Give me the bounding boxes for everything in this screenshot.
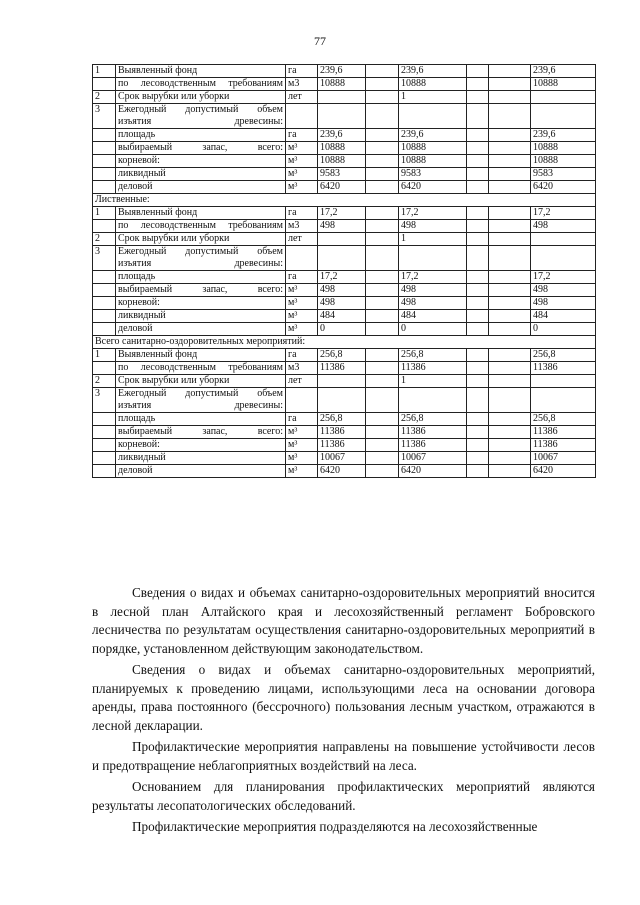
value-cell: 11386 (399, 426, 467, 439)
value-cell (366, 129, 399, 142)
table-row (93, 439, 596, 452)
value-cell (366, 297, 399, 310)
indicator-cell: Выявленный фонд (116, 207, 286, 220)
value-cell: 11386 (531, 426, 596, 439)
table-row (93, 426, 596, 439)
value-cell: 17,2 (531, 207, 596, 220)
table-row (93, 271, 596, 284)
value-cell (467, 323, 489, 336)
value-cell (489, 246, 531, 271)
table-row (93, 233, 596, 246)
row-number-cell (93, 297, 116, 310)
row-number-cell (93, 413, 116, 426)
value-cell: 239,6 (318, 129, 366, 142)
unit-cell: м³ (286, 142, 318, 155)
indicator-cell: по лесоводственным требованиям (116, 362, 286, 375)
value-cell (366, 104, 399, 129)
unit-cell: м³ (286, 323, 318, 336)
value-cell (467, 362, 489, 375)
value-cell (467, 246, 489, 271)
value-cell (366, 388, 399, 413)
value-cell: 498 (318, 297, 366, 310)
unit-cell: га (286, 349, 318, 362)
indicator-cell: корневой: (116, 155, 286, 168)
value-cell (489, 439, 531, 452)
value-cell: 484 (531, 310, 596, 323)
value-cell (489, 388, 531, 413)
row-number-cell (93, 323, 116, 336)
table-row (93, 297, 596, 310)
value-cell: 1 (399, 233, 467, 246)
value-cell (467, 181, 489, 194)
value-cell: 498 (399, 284, 467, 297)
indicator-cell: выбираемый запас, всего: (116, 284, 286, 297)
table-row (93, 78, 596, 91)
value-cell (366, 91, 399, 104)
value-cell (467, 375, 489, 388)
value-cell (366, 207, 399, 220)
value-cell (489, 155, 531, 168)
value-cell (531, 246, 596, 271)
value-cell: 239,6 (318, 65, 366, 78)
value-cell (531, 375, 596, 388)
value-cell (366, 155, 399, 168)
row-number-cell (93, 168, 116, 181)
value-cell: 10888 (318, 142, 366, 155)
value-cell: 10067 (318, 452, 366, 465)
row-number-cell (93, 426, 116, 439)
row-number-cell (93, 220, 116, 233)
value-cell (318, 91, 366, 104)
table-row (93, 323, 596, 336)
page-number: 77 (314, 34, 326, 48)
value-cell (467, 426, 489, 439)
table-row (93, 246, 596, 271)
indicator-cell: корневой: (116, 297, 286, 310)
value-cell: 11386 (399, 439, 467, 452)
value-cell: 10888 (318, 78, 366, 91)
value-cell (489, 220, 531, 233)
table-row (93, 104, 596, 129)
value-cell: 256,8 (318, 413, 366, 426)
table-row (93, 413, 596, 426)
unit-cell: лет (286, 375, 318, 388)
value-cell (489, 104, 531, 129)
value-cell (366, 168, 399, 181)
value-cell: 6420 (318, 181, 366, 194)
value-cell: 498 (399, 297, 467, 310)
value-cell: 256,8 (399, 349, 467, 362)
table-row (93, 388, 596, 413)
indicator-cell: Срок вырубки или уборки (116, 91, 286, 104)
unit-cell: м³ (286, 181, 318, 194)
table-row (93, 349, 596, 362)
value-cell (467, 220, 489, 233)
table-row (93, 91, 596, 104)
value-cell (366, 310, 399, 323)
body-text (92, 584, 595, 840)
value-cell (467, 284, 489, 297)
value-cell: 17,2 (318, 207, 366, 220)
unit-cell: га (286, 207, 318, 220)
row-number-cell (93, 284, 116, 297)
unit-cell: м³ (286, 426, 318, 439)
unit-cell: лет (286, 233, 318, 246)
value-cell: 498 (531, 220, 596, 233)
value-cell: 1 (399, 375, 467, 388)
value-cell (467, 129, 489, 142)
value-cell: 17,2 (531, 271, 596, 284)
row-number-cell: 3 (93, 104, 116, 129)
value-cell (489, 271, 531, 284)
table-row (93, 168, 596, 181)
value-cell (366, 142, 399, 155)
value-cell (489, 375, 531, 388)
value-cell: 9583 (399, 168, 467, 181)
value-cell (489, 310, 531, 323)
value-cell (318, 388, 366, 413)
value-cell (399, 388, 467, 413)
table-row (93, 207, 596, 220)
value-cell: 10067 (531, 452, 596, 465)
value-cell (531, 388, 596, 413)
value-cell (366, 181, 399, 194)
value-cell (399, 246, 467, 271)
paragraph: Сведения о видах и объемах санитарно-оздоровительных мероприятий, планируемых к проведению лицами, использующими леса на основании договора аренды, права постоянного (бессрочного) пользования лесным участком, отражаются в лесной декларации. (92, 662, 595, 733)
unit-cell: м³ (286, 297, 318, 310)
value-cell: 484 (318, 310, 366, 323)
row-number-cell: 1 (93, 349, 116, 362)
table-row (93, 452, 596, 465)
row-number-cell (93, 452, 116, 465)
value-cell (467, 142, 489, 155)
indicator-cell: деловой (116, 181, 286, 194)
table-row (93, 284, 596, 297)
value-cell: 498 (531, 284, 596, 297)
value-cell (489, 452, 531, 465)
indicator-cell: Ежегодный допустимый объем изъятия древесины: (116, 104, 286, 129)
row-number-cell: 2 (93, 233, 116, 246)
value-cell (467, 168, 489, 181)
unit-cell: м3 (286, 362, 318, 375)
value-cell: 11386 (318, 439, 366, 452)
indicator-cell: корневой: (116, 439, 286, 452)
indicator-cell: деловой (116, 465, 286, 478)
value-cell (366, 65, 399, 78)
value-cell (318, 375, 366, 388)
value-cell (467, 388, 489, 413)
value-cell: 498 (318, 284, 366, 297)
table-row (93, 310, 596, 323)
row-number-cell: 3 (93, 388, 116, 413)
table-row (93, 129, 596, 142)
value-cell (467, 310, 489, 323)
section-label: Лиственные: (93, 194, 596, 207)
table-row (93, 375, 596, 388)
value-cell (489, 465, 531, 478)
unit-cell: га (286, 413, 318, 426)
value-cell: 9583 (531, 168, 596, 181)
value-cell (489, 142, 531, 155)
value-cell (366, 426, 399, 439)
indicator-cell: ликвидный (116, 168, 286, 181)
row-number-cell (93, 271, 116, 284)
value-cell (467, 91, 489, 104)
value-cell (366, 78, 399, 91)
value-cell: 10888 (531, 78, 596, 91)
value-cell: 10888 (399, 78, 467, 91)
value-cell (531, 233, 596, 246)
value-cell: 11386 (531, 362, 596, 375)
indicator-cell: площадь (116, 129, 286, 142)
value-cell: 256,8 (318, 349, 366, 362)
value-cell (467, 207, 489, 220)
value-cell (366, 323, 399, 336)
paragraph: Сведения о видах и объемах санитарно-оздоровительных мероприятий вносится в лесной план Алтайского края и лесохозяйственный регламент Бобровского лесничества по результатам осуществления санитарно-оздоровительных мероприятий в порядке, установленном действующим законодательством. (92, 585, 595, 656)
table-section-row (93, 336, 596, 349)
value-cell (489, 362, 531, 375)
value-cell: 11386 (318, 362, 366, 375)
value-cell (467, 349, 489, 362)
value-cell (318, 104, 366, 129)
value-cell (467, 65, 489, 78)
row-number-cell (93, 78, 116, 91)
indicator-cell: площадь (116, 271, 286, 284)
indicator-cell: выбираемый запас, всего: (116, 142, 286, 155)
value-cell: 6420 (399, 181, 467, 194)
unit-cell: м³ (286, 284, 318, 297)
value-cell (399, 104, 467, 129)
table-row (93, 65, 596, 78)
value-cell (489, 65, 531, 78)
value-cell (467, 233, 489, 246)
paragraph: Профилактические мероприятия направлены на повышение устойчивости лесов и предотвращение неблагоприятных воздействий на леса. (92, 739, 595, 773)
value-cell: 239,6 (399, 129, 467, 142)
value-cell: 11386 (318, 426, 366, 439)
row-number-cell (93, 129, 116, 142)
unit-cell: га (286, 271, 318, 284)
value-cell (366, 439, 399, 452)
value-cell: 239,6 (399, 65, 467, 78)
value-cell (489, 284, 531, 297)
unit-cell: м³ (286, 168, 318, 181)
value-cell: 11386 (399, 362, 467, 375)
row-number-cell (93, 155, 116, 168)
row-number-cell (93, 310, 116, 323)
indicator-cell: выбираемый запас, всего: (116, 426, 286, 439)
row-number-cell: 3 (93, 246, 116, 271)
indicator-cell: Ежегодный допустимый объем изъятия древесины: (116, 246, 286, 271)
value-cell: 17,2 (399, 271, 467, 284)
value-cell: 6420 (531, 181, 596, 194)
indicator-cell: Срок вырубки или уборки (116, 375, 286, 388)
value-cell (489, 207, 531, 220)
value-cell (489, 413, 531, 426)
value-cell: 256,8 (531, 413, 596, 426)
table-row (93, 465, 596, 478)
value-cell: 10888 (318, 155, 366, 168)
value-cell: 484 (399, 310, 467, 323)
row-number-cell: 2 (93, 91, 116, 104)
table-row (93, 155, 596, 168)
unit-cell: м³ (286, 465, 318, 478)
row-number-cell (93, 362, 116, 375)
value-cell (531, 104, 596, 129)
indicator-cell: Срок вырубки или уборки (116, 233, 286, 246)
indicator-cell: деловой (116, 323, 286, 336)
row-number-cell: 1 (93, 207, 116, 220)
row-number-cell: 2 (93, 375, 116, 388)
unit-cell: га (286, 129, 318, 142)
value-cell: 239,6 (531, 65, 596, 78)
value-cell: 10067 (399, 452, 467, 465)
forest-measures-table (92, 64, 596, 478)
indicator-cell: по лесоводственным требованиям (116, 78, 286, 91)
value-cell (489, 426, 531, 439)
value-cell (467, 78, 489, 91)
value-cell (467, 465, 489, 478)
value-cell (318, 246, 366, 271)
value-cell (489, 233, 531, 246)
value-cell (467, 413, 489, 426)
table-body (93, 65, 596, 478)
value-cell (366, 362, 399, 375)
value-cell (467, 271, 489, 284)
table-row (93, 362, 596, 375)
value-cell: 0 (531, 323, 596, 336)
row-number-cell (93, 181, 116, 194)
value-cell (366, 413, 399, 426)
value-cell: 10888 (531, 155, 596, 168)
value-cell (467, 439, 489, 452)
value-cell (366, 465, 399, 478)
value-cell: 1 (399, 91, 467, 104)
value-cell (366, 233, 399, 246)
value-cell (366, 452, 399, 465)
value-cell (467, 297, 489, 310)
value-cell: 17,2 (318, 271, 366, 284)
table-row (93, 181, 596, 194)
value-cell (467, 452, 489, 465)
indicator-cell: Ежегодный допустимый объем изъятия древесины: (116, 388, 286, 413)
indicator-cell: по лесоводственным требованиям (116, 220, 286, 233)
value-cell (366, 375, 399, 388)
value-cell (467, 155, 489, 168)
value-cell (366, 220, 399, 233)
value-cell: 9583 (318, 168, 366, 181)
value-cell: 498 (318, 220, 366, 233)
value-cell (489, 323, 531, 336)
value-cell (489, 349, 531, 362)
value-cell (489, 181, 531, 194)
value-cell: 10888 (399, 155, 467, 168)
paragraph: Профилактические мероприятия подразделяются на лесохозяйственные (132, 819, 538, 834)
row-number-cell (93, 465, 116, 478)
unit-cell (286, 246, 318, 271)
unit-cell: м³ (286, 310, 318, 323)
table-row (93, 142, 596, 155)
value-cell: 6420 (318, 465, 366, 478)
value-cell (366, 349, 399, 362)
value-cell: 17,2 (399, 207, 467, 220)
row-number-cell: 1 (93, 65, 116, 78)
value-cell (489, 297, 531, 310)
value-cell (318, 233, 366, 246)
value-cell: 239,6 (531, 129, 596, 142)
indicator-cell: Выявленный фонд (116, 65, 286, 78)
value-cell (366, 271, 399, 284)
unit-cell: м³ (286, 452, 318, 465)
table-row (93, 220, 596, 233)
value-cell (531, 91, 596, 104)
unit-cell: м3 (286, 78, 318, 91)
value-cell (489, 129, 531, 142)
section-label: Всего санитарно-оздоровительных мероприятий: (93, 336, 596, 349)
value-cell: 10888 (531, 142, 596, 155)
value-cell: 498 (399, 220, 467, 233)
value-cell: 0 (399, 323, 467, 336)
value-cell (366, 246, 399, 271)
value-cell (366, 284, 399, 297)
paragraph: Основанием для планирования профилактических мероприятий являются результаты лесопатологических обследований. (92, 779, 595, 813)
value-cell: 6420 (399, 465, 467, 478)
unit-cell (286, 104, 318, 129)
unit-cell: га (286, 65, 318, 78)
table-section-row (93, 194, 596, 207)
indicator-cell: площадь (116, 413, 286, 426)
row-number-cell (93, 439, 116, 452)
value-cell: 0 (318, 323, 366, 336)
indicator-cell: ликвидный (116, 452, 286, 465)
value-cell (489, 78, 531, 91)
value-cell: 256,8 (399, 413, 467, 426)
unit-cell: м³ (286, 155, 318, 168)
value-cell (489, 168, 531, 181)
unit-cell: м3 (286, 220, 318, 233)
value-cell (489, 91, 531, 104)
indicator-cell: Выявленный фонд (116, 349, 286, 362)
unit-cell: м³ (286, 439, 318, 452)
unit-cell: лет (286, 91, 318, 104)
value-cell: 498 (531, 297, 596, 310)
value-cell (467, 104, 489, 129)
value-cell: 10888 (399, 142, 467, 155)
row-number-cell (93, 142, 116, 155)
value-cell: 6420 (531, 465, 596, 478)
indicator-cell: ликвидный (116, 310, 286, 323)
value-cell: 11386 (531, 439, 596, 452)
unit-cell (286, 388, 318, 413)
value-cell: 256,8 (531, 349, 596, 362)
